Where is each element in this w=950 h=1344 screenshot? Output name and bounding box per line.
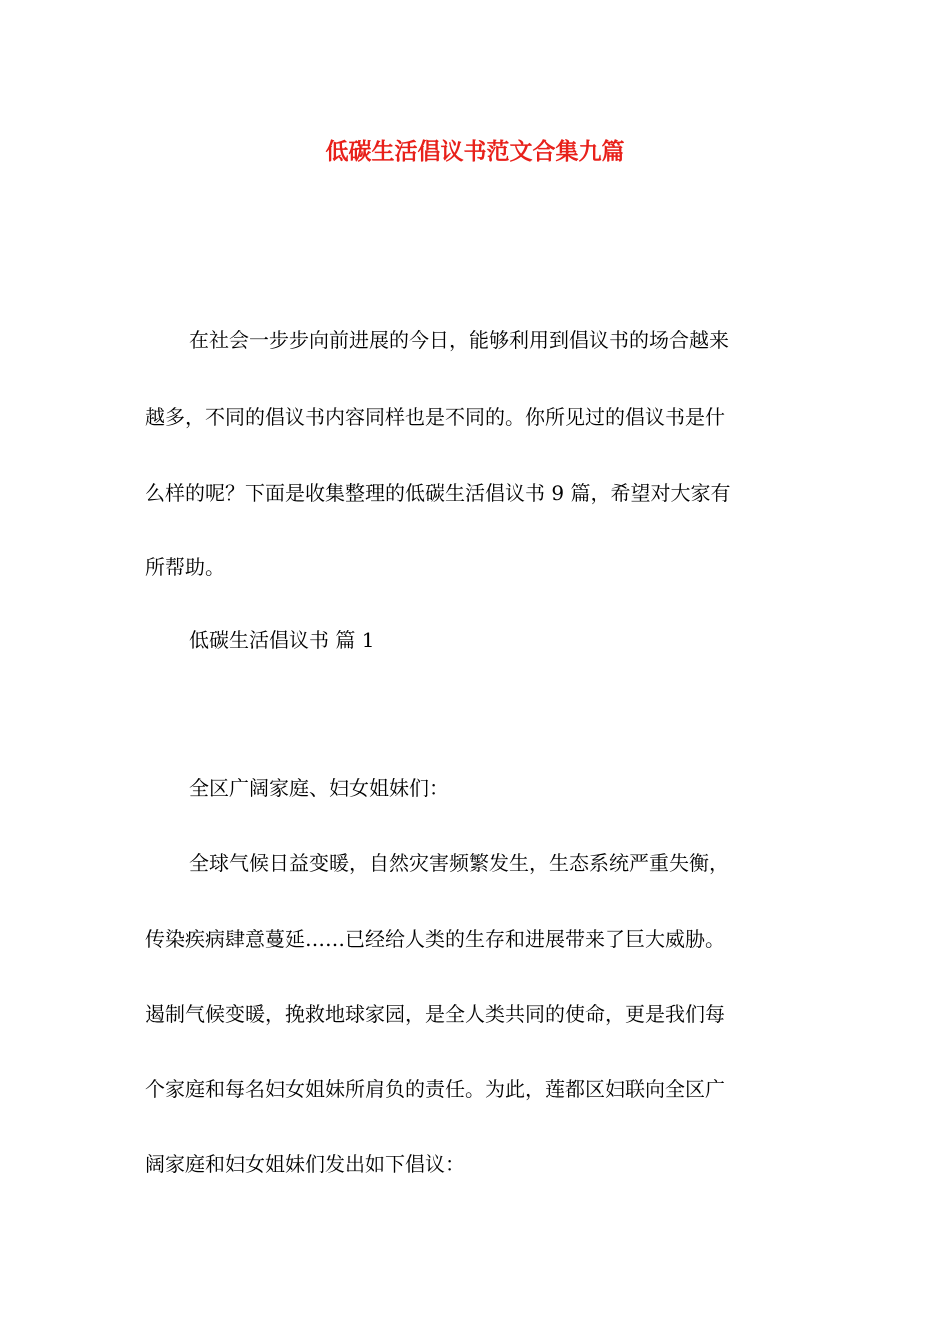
salutation: 全区广阔家庭、妇女姐妹们： (189, 776, 449, 800)
document-title: 低碳生活倡议书范文合集九篇 (325, 138, 625, 165)
intro-line-3: 么样的呢？下面是收集整理的低碳生活倡议书 9 篇，希望对大家有 (145, 481, 731, 505)
section-heading: 低碳生活倡议书 篇 1 (189, 628, 375, 652)
body-line-4: 个家庭和每名妇女姐妹所肩负的责任。为此，莲都区妇联向全区广 (145, 1077, 725, 1101)
body-line-2: 传染疾病肆意蔓延……已经给人类的生存和进展带来了巨大威胁。 (145, 927, 725, 951)
intro-line-4: 所帮助。 (145, 555, 225, 579)
body-line-1: 全球气候日益变暖，自然灾害频繁发生，生态系统严重失衡， (189, 851, 729, 875)
body-line-5: 阔家庭和妇女姐妹们发出如下倡议： (145, 1152, 465, 1176)
body-line-3: 遏制气候变暖，挽救地球家园，是全人类共同的使命，更是我们每 (145, 1002, 725, 1026)
intro-line-2: 越多，不同的倡议书内容同样也是不同的。你所见过的倡议书是什 (145, 405, 725, 429)
intro-line-1: 在社会一步步向前进展的今日，能够利用到倡议书的场合越来 (189, 328, 729, 352)
